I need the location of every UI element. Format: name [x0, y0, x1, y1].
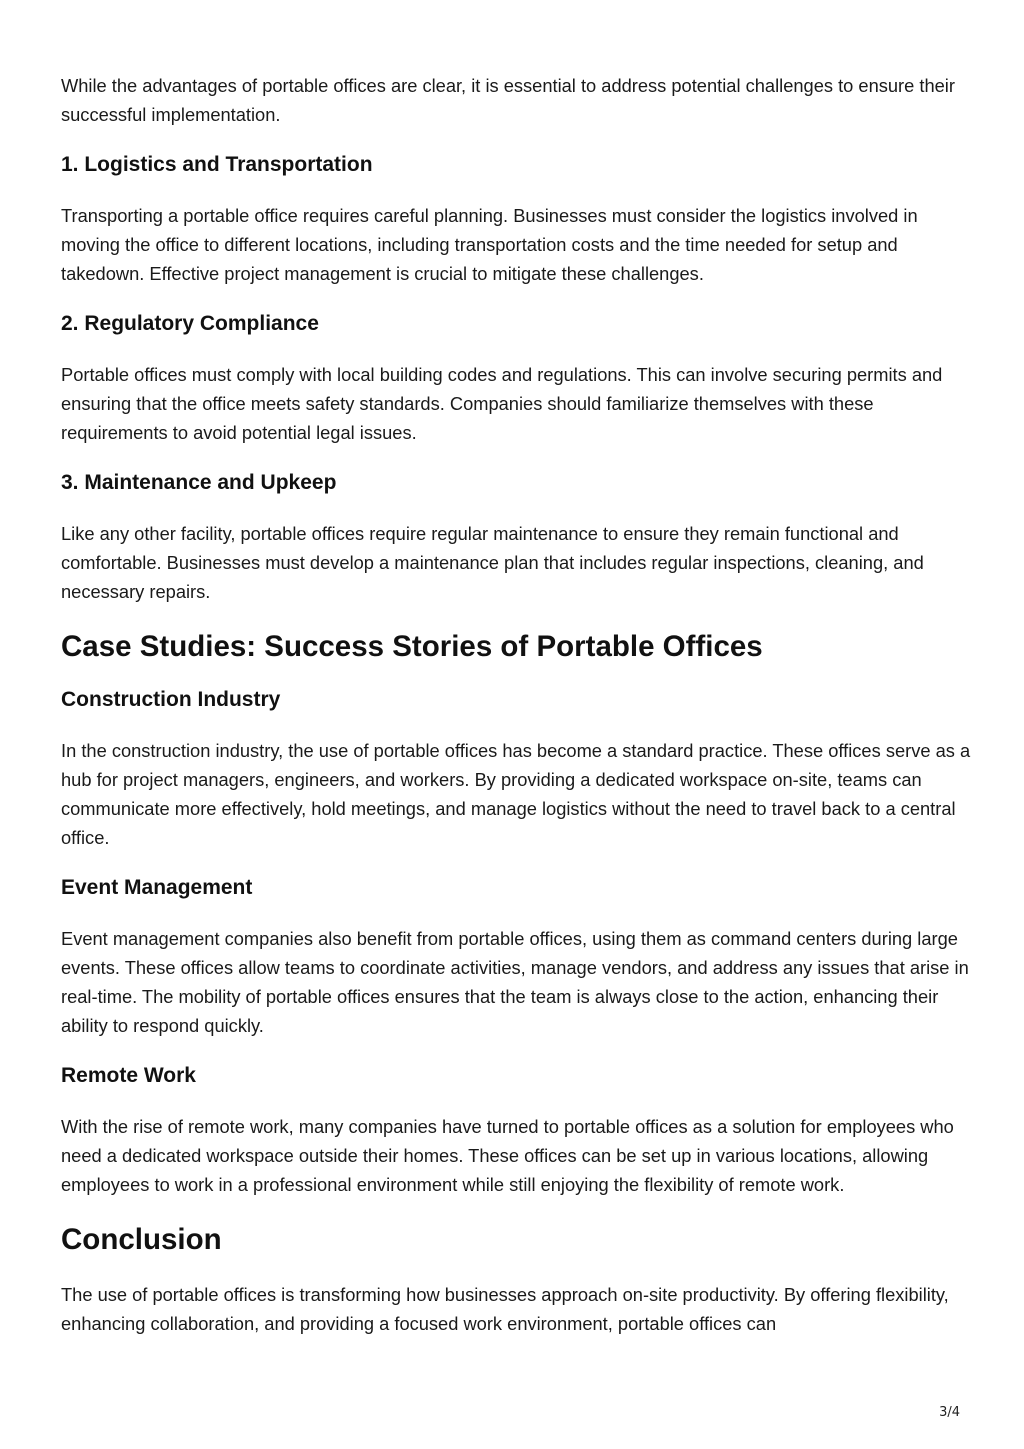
- case-heading-event-management: Event Management: [61, 876, 253, 899]
- challenge-heading-maintenance: 3. Maintenance and Upkeep: [61, 471, 337, 494]
- challenge-heading-regulatory: 2. Regulatory Compliance: [61, 312, 319, 335]
- intro-paragraph: While the advantages of portable offices are clear, it is essential to address potential challenges to ensure their successful implementation.: [61, 75, 955, 125]
- case-heading-construction: Construction Industry: [61, 688, 281, 711]
- challenge-body-logistics: Transporting a portable office requires careful planning. Businesses must consider the logistics involved in moving the office to different locations, including transportation costs and the time needed for setup and takedown. Effective project management is crucial to mitigate these challenges.: [61, 205, 918, 284]
- document-page: [61, 70, 971, 1338]
- case-studies-heading: Case Studies: Success Stories of Portable Offices: [61, 630, 763, 663]
- case-heading-remote-work: Remote Work: [61, 1064, 196, 1087]
- challenge-body-regulatory: Portable offices must comply with local building codes and regulations. This can involve securing permits and ensuring that the office meets safety standards. Companies should familiarize themselves with these requirements to avoid potential legal issues.: [61, 364, 943, 443]
- page-number: 3/4: [939, 1405, 960, 1420]
- case-body-remote-work: With the rise of remote work, many companies have turned to portable offices as a solution for employees who need a dedicated workspace outside their homes. These offices can be set up in various locations, allowing employees to work in a professional environment while still enjoying the flexibility of remote work.: [61, 1116, 954, 1195]
- challenge-body-maintenance: Like any other facility, portable offices require regular maintenance to ensure they remain functional and comfortable. Businesses must develop a maintenance plan that includes regular inspections, cleaning, and necessary repairs.: [61, 523, 924, 602]
- case-body-event-management: Event management companies also benefit from portable offices, using them as command centers during large events. These offices allow teams to coordinate activities, manage vendors, and address any issues that arise in real-time. The mobility of portable offices ensures that the team is always close to the action, enhancing their ability to respond quickly.: [61, 928, 969, 1036]
- conclusion-body: The use of portable offices is transforming how businesses approach on-site productivity. By offering flexibility, enhancing collaboration, and providing a focused work environment, portable offices can: [61, 1284, 949, 1334]
- case-body-construction: In the construction industry, the use of portable offices has become a standard practice. These offices serve as a hub for project managers, engineers, and workers. By providing a dedicated workspace on-site, teams can communicate more effectively, hold meetings, and manage logistics without the need to travel back to a central office.: [61, 740, 971, 848]
- challenge-heading-logistics: 1. Logistics and Transportation: [61, 153, 373, 176]
- conclusion-heading: Conclusion: [61, 1223, 222, 1256]
